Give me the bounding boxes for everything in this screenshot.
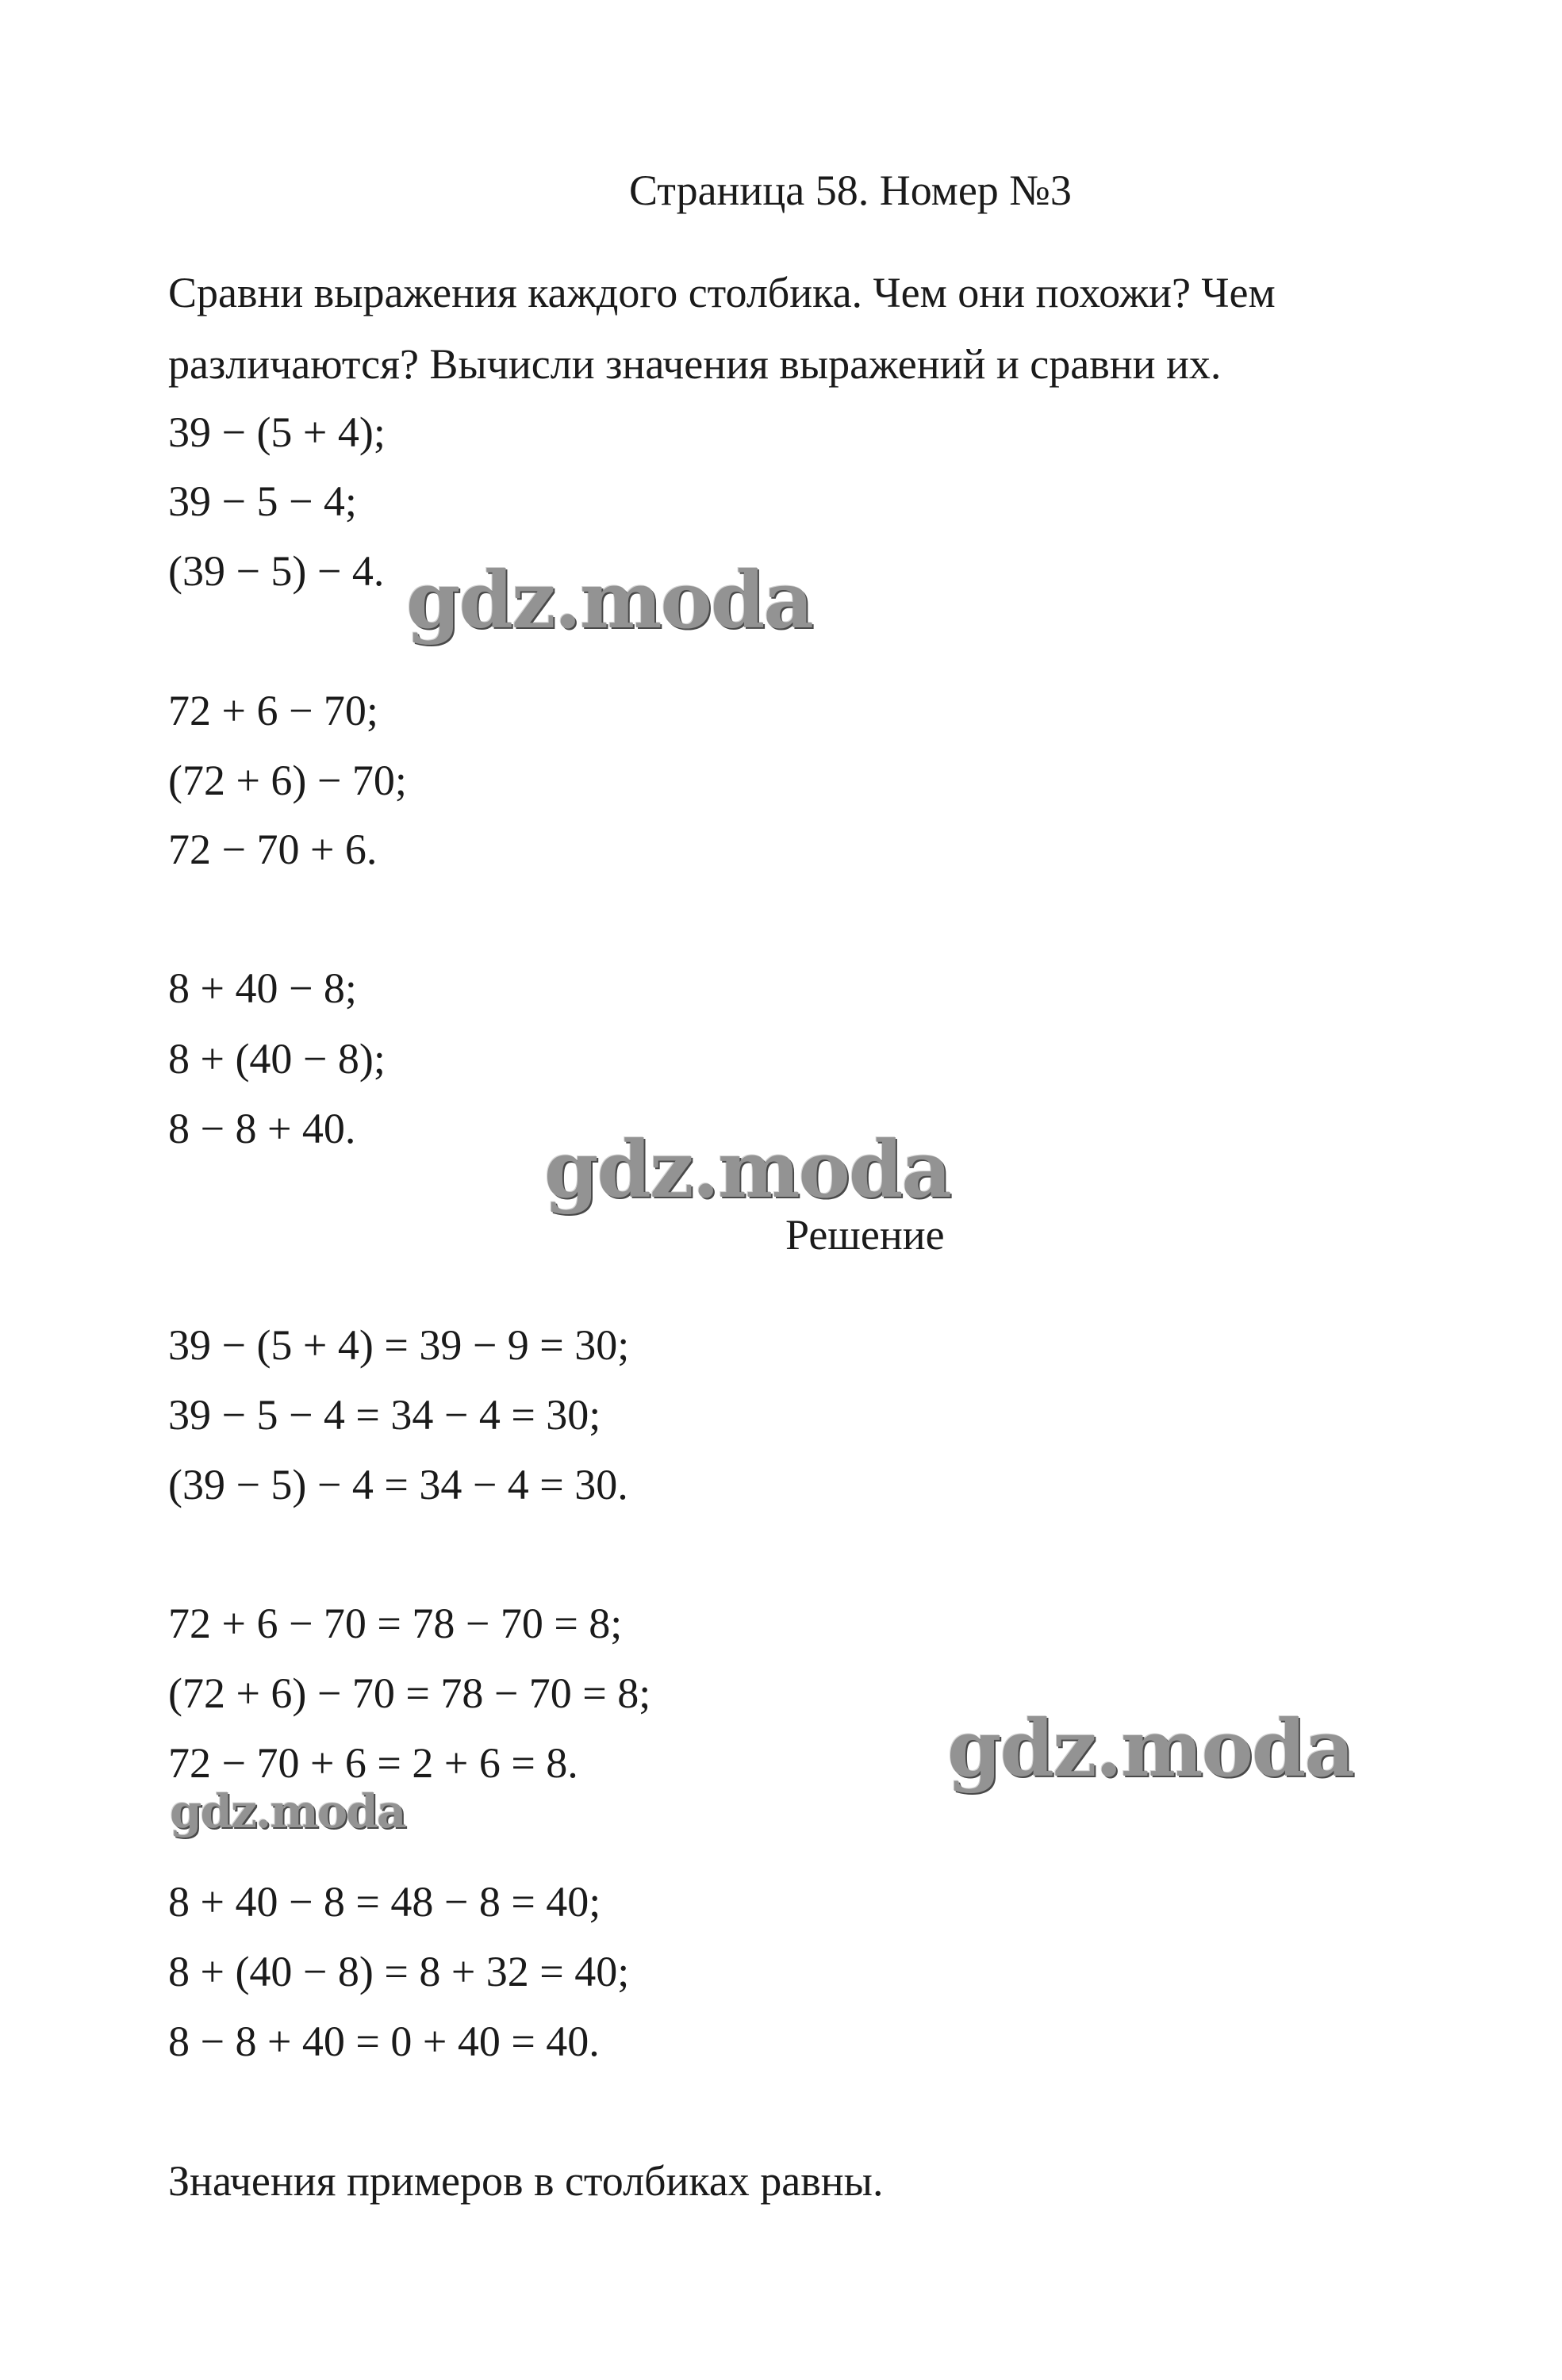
solution-line: 39 − 5 − 4 = 34 − 4 = 30; [168,1391,601,1439]
task-expression: 39 − (5 + 4); [168,408,386,456]
solution-heading: Решение [785,1211,945,1259]
watermark-logo: gdz.moda [544,1125,950,1216]
task-expression: 72 + 6 − 70; [168,687,378,734]
solution-line: 8 − 8 + 40 = 0 + 40 = 40. [168,2018,600,2065]
task-expression: 8 − 8 + 40. [168,1105,356,1152]
solution-line: (72 + 6) − 70 = 78 − 70 = 8; [168,1669,651,1717]
watermark-logo: gdz.moda [170,1784,405,1838]
solution-line: 72 − 70 + 6 = 2 + 6 = 8. [168,1739,578,1787]
task-expression: 8 + (40 − 8); [168,1035,386,1083]
task-expression: 8 + 40 − 8; [168,964,357,1012]
task-expression: (39 − 5) − 4. [168,547,385,595]
solution-line: 8 + (40 − 8) = 8 + 32 = 40; [168,1948,630,1995]
task-expression: 39 − 5 − 4; [168,477,357,525]
task-text-line-1: Сравни выражения каждого столбика. Чем они похожи? Чем [168,269,1276,316]
watermark-logo: gdz.moda [947,1704,1353,1795]
solution-line: 72 + 6 − 70 = 78 − 70 = 8; [168,1600,623,1647]
solution-line: 8 + 40 − 8 = 48 − 8 = 40; [168,1878,601,1926]
solution-line: 39 − (5 + 4) = 39 − 9 = 30; [168,1321,630,1369]
watermark-logo: gdz.moda [406,555,812,646]
solution-line: (39 − 5) − 4 = 34 − 4 = 30. [168,1461,628,1508]
task-expression: (72 + 6) − 70; [168,757,407,804]
solution-conclusion: Значения примеров в столбиках равны. [168,2157,884,2205]
task-expression: 72 − 70 + 6. [168,826,378,873]
page-title: Страница 58. Номер №3 [629,167,1072,214]
task-text-line-2: различаются? Вычисли значения выражений и сравни их. [168,340,1222,388]
